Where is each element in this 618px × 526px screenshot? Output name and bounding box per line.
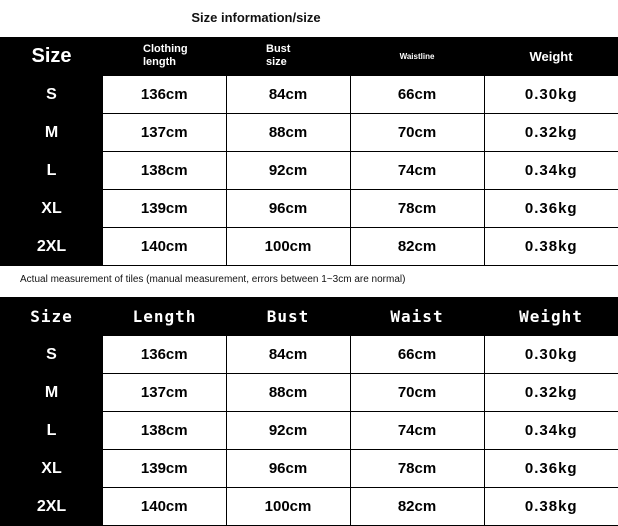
weight-cell: 0.34kg	[484, 152, 618, 190]
bust-cell: 88cm	[226, 374, 350, 412]
length-cell: 136cm	[103, 76, 226, 114]
header-bust: Bust	[226, 297, 350, 336]
weight-cell: 0.34kg	[484, 412, 618, 450]
size-cell: L	[0, 412, 103, 450]
header-bust-size	[226, 37, 350, 76]
bust-cell: 92cm	[226, 152, 350, 190]
header-size: Size	[0, 297, 103, 336]
waist-cell: 82cm	[350, 488, 484, 526]
weight-cell: 0.38kg	[484, 488, 618, 526]
header-clothing-length	[103, 37, 226, 76]
size-table-primary	[0, 37, 618, 266]
bust-cell: 92cm	[226, 412, 350, 450]
bust-cell: 84cm	[226, 76, 350, 114]
header-clothing-length-line1: Clothing	[143, 43, 188, 55]
header-weight: Weight	[484, 37, 618, 76]
weight-cell: 0.30kg	[484, 76, 618, 114]
length-cell: 138cm	[103, 152, 226, 190]
page-title: Size information/size	[191, 10, 321, 25]
length-cell: 139cm	[103, 450, 226, 488]
header-clothing-length-line2: length	[143, 56, 176, 68]
header-bust-size-line2: size	[266, 56, 287, 68]
waist-cell: 66cm	[350, 336, 484, 374]
bust-cell: 100cm	[226, 488, 350, 526]
header-waistline: Waistline	[350, 37, 484, 76]
size-cell: M	[0, 374, 103, 412]
header-waist: Waist	[350, 297, 484, 336]
measurement-note: Actual measurement of tiles (manual measurement, errors between 1~3cm are normal)	[20, 274, 406, 285]
table-row	[0, 336, 618, 374]
bust-cell: 88cm	[226, 114, 350, 152]
table-row	[0, 228, 618, 266]
table-row	[0, 374, 618, 412]
weight-cell: 0.30kg	[484, 336, 618, 374]
header-bust-size-line1: Bust	[266, 43, 291, 55]
length-cell: 139cm	[103, 190, 226, 228]
table-row	[0, 450, 618, 488]
size-cell: 2XL	[0, 228, 103, 266]
weight-cell: 0.32kg	[484, 114, 618, 152]
size-cell: L	[0, 152, 103, 190]
waist-cell: 70cm	[350, 374, 484, 412]
table-row	[0, 190, 618, 228]
size-cell: 2XL	[0, 488, 103, 526]
header-weight: Weight	[484, 297, 618, 336]
weight-cell: 0.38kg	[484, 228, 618, 266]
table-header-row	[0, 297, 618, 336]
bust-cell: 100cm	[226, 228, 350, 266]
table-row	[0, 76, 618, 114]
size-cell: XL	[0, 190, 103, 228]
size-cell: XL	[0, 450, 103, 488]
header-length: Length	[103, 297, 226, 336]
size-table-secondary	[0, 297, 618, 526]
table-row	[0, 114, 618, 152]
length-cell: 136cm	[103, 336, 226, 374]
length-cell: 137cm	[103, 374, 226, 412]
length-cell: 137cm	[103, 114, 226, 152]
weight-cell: 0.36kg	[484, 190, 618, 228]
size-cell: S	[0, 76, 103, 114]
size-cell: S	[0, 336, 103, 374]
header-size: Size	[0, 37, 103, 76]
bust-cell: 96cm	[226, 450, 350, 488]
weight-cell: 0.32kg	[484, 374, 618, 412]
bust-cell: 84cm	[226, 336, 350, 374]
table-row	[0, 488, 618, 526]
waist-cell: 74cm	[350, 152, 484, 190]
weight-cell: 0.36kg	[484, 450, 618, 488]
length-cell: 140cm	[103, 228, 226, 266]
length-cell: 140cm	[103, 488, 226, 526]
size-cell: M	[0, 114, 103, 152]
bust-cell: 96cm	[226, 190, 350, 228]
waist-cell: 78cm	[350, 190, 484, 228]
length-cell: 138cm	[103, 412, 226, 450]
table-header-row	[0, 37, 618, 76]
waist-cell: 78cm	[350, 450, 484, 488]
waist-cell: 74cm	[350, 412, 484, 450]
table-row	[0, 412, 618, 450]
waist-cell: 66cm	[350, 76, 484, 114]
waist-cell: 82cm	[350, 228, 484, 266]
waist-cell: 70cm	[350, 114, 484, 152]
table-row	[0, 152, 618, 190]
